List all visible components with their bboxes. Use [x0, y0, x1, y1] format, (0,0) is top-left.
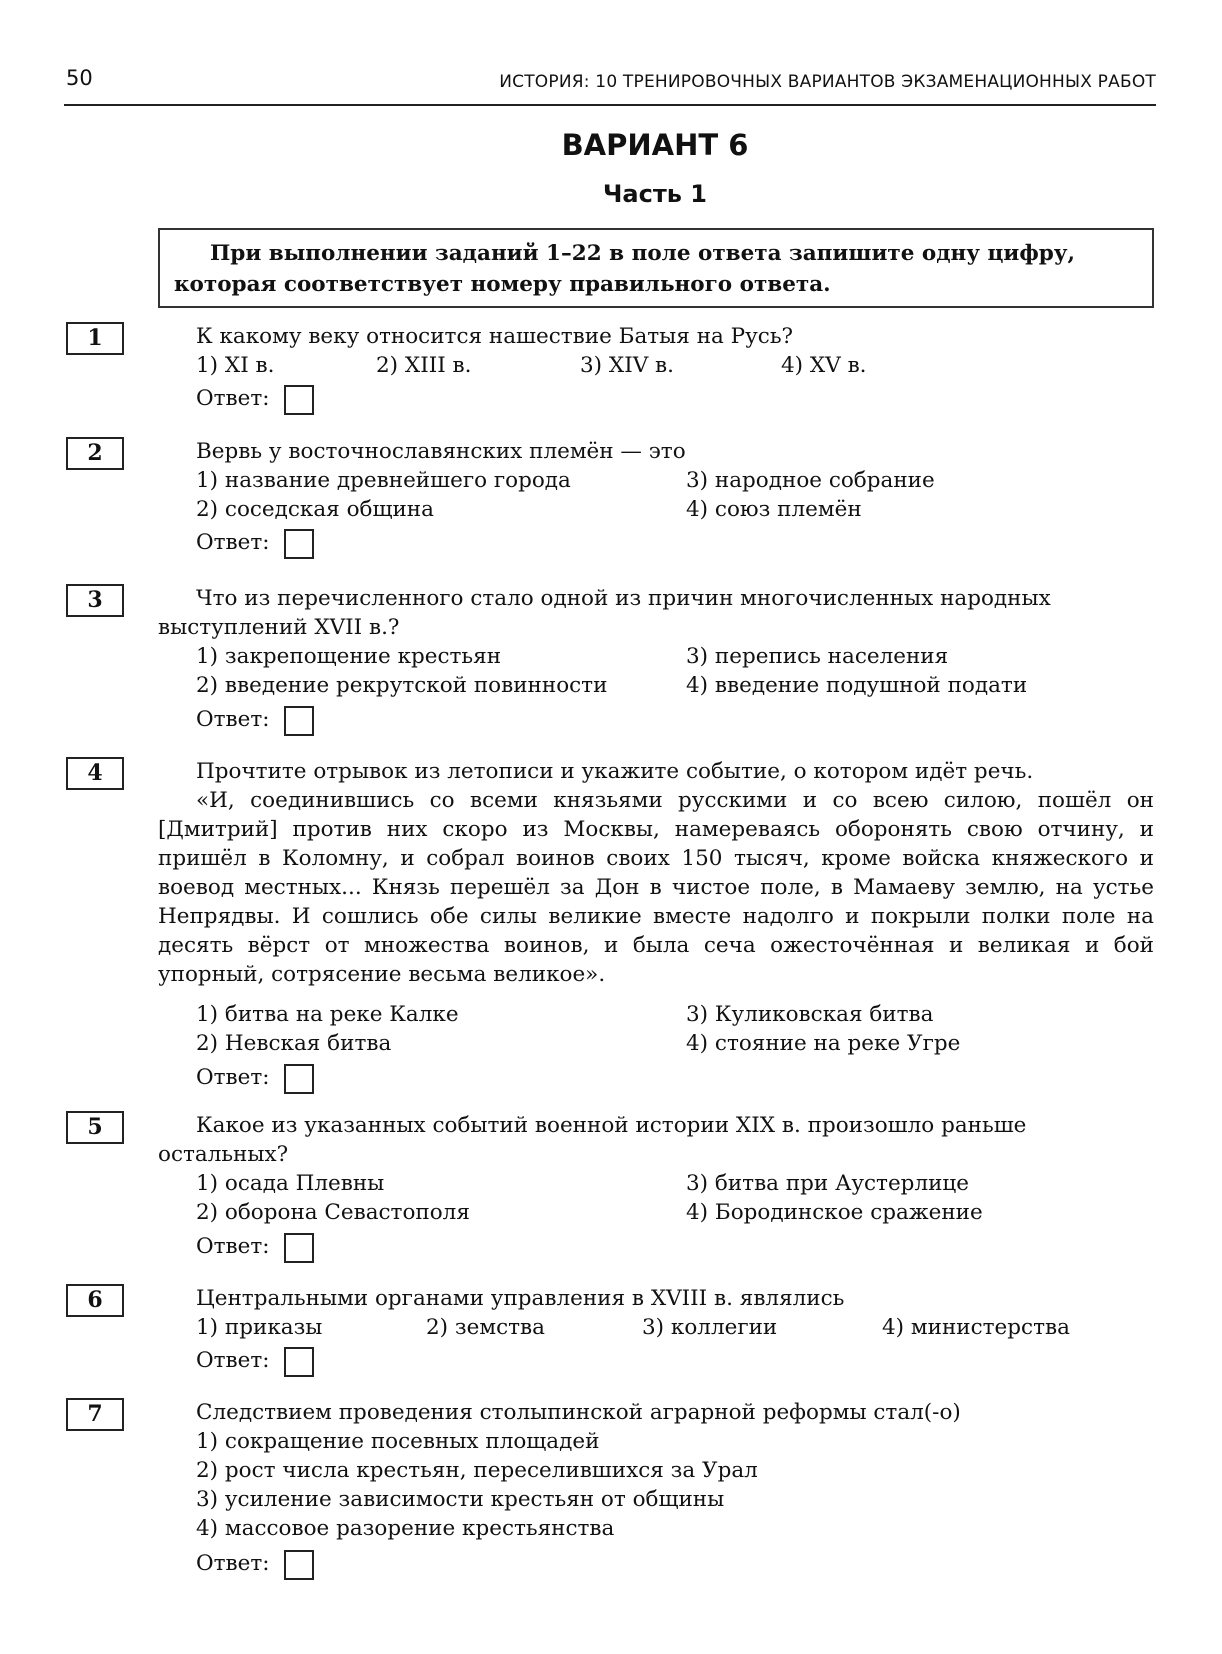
option: 3) Куликовская битва: [686, 1002, 934, 1027]
option: 1) приказы: [196, 1315, 323, 1340]
task-question: К какому веку относится нашествие Батыя на Русь?: [196, 324, 794, 349]
option: 1) сокращение посевных площадей: [196, 1429, 600, 1454]
task-number-box: 3: [66, 584, 124, 617]
answer-field[interactable]: [284, 1233, 314, 1263]
answer-label: Ответ:: [196, 530, 270, 555]
chronicle-quote: «И, соединившись со всеми князьями русскими и со всею силою, пошёл он [Дмитрий] против них скоро из Москвы, намереваясь оборонять свою отчину, и пришёл в Коломну, и собрал воинов своих 150 тысяч, кроме войска княжеского и воевод местных... Князь перешёл за Дон в чистое поле, в Мамаеву землю, на устье Непрядвы. И сошлись обе силы великие вместе надолго и покрыли полки поле на десять вёрст от множества воинов, и была сеча ожесточённая и великая и бой упорный, сотрясение весьма великое».: [158, 788, 1154, 987]
running-header: [64, 64, 1156, 106]
option: 4) союз племён: [686, 497, 862, 522]
option: 4) министерства: [882, 1315, 1070, 1340]
task-question: Какое из указанных событий военной истории XIX в. произошло раньше: [196, 1113, 1027, 1138]
answer-row: [196, 705, 270, 734]
task-question: выступлений XVII в.?: [158, 615, 400, 640]
answer-row: [196, 1549, 270, 1578]
task-number-box: 1: [66, 322, 124, 355]
option: 3) XIV в.: [580, 353, 674, 378]
answer-field[interactable]: [284, 1064, 314, 1094]
answer-row: [196, 1346, 270, 1375]
option: 3) народное собрание: [686, 468, 935, 493]
task-number-box: 6: [66, 1284, 124, 1317]
option: 4) XV в.: [781, 353, 867, 378]
option: 1) XI в.: [196, 353, 275, 378]
task-number-box: 4: [66, 757, 124, 790]
answer-row: [196, 528, 270, 557]
instruction-box: [158, 228, 1154, 308]
option: 3) усиление зависимости крестьян от общины: [196, 1487, 725, 1512]
answer-label: Ответ:: [196, 707, 270, 732]
answer-row: [196, 1232, 270, 1261]
answer-field[interactable]: [284, 385, 314, 415]
instruction-line: которая соответствует номеру правильного ответа.: [174, 272, 831, 297]
answer-label: Ответ:: [196, 386, 270, 411]
task-question: Вервь у восточнославянских племён — это: [196, 439, 686, 464]
task-number-box: 2: [66, 437, 124, 470]
option: 4) стояние на реке Угре: [686, 1031, 961, 1056]
option: 4) Бородинское сражение: [686, 1200, 983, 1225]
page-number: 50: [66, 66, 93, 90]
option: 3) перепись населения: [686, 644, 949, 669]
answer-label: Ответ:: [196, 1551, 270, 1576]
option: 2) Невская битва: [196, 1031, 392, 1056]
option: 1) осада Плевны: [196, 1171, 385, 1196]
option: 4) массовое разорение крестьянства: [196, 1516, 615, 1541]
task-question: Центральными органами управления в XVIII в. являлись: [196, 1286, 845, 1311]
option: 2) введение рекрутской повинности: [196, 673, 608, 698]
option: 1) название древнейшего города: [196, 468, 571, 493]
task-question: остальных?: [158, 1142, 289, 1167]
option: 3) коллегии: [642, 1315, 778, 1340]
part-title: Часть 1: [603, 180, 707, 208]
answer-field[interactable]: [284, 1550, 314, 1580]
option: 3) битва при Аустерлице: [686, 1171, 969, 1196]
option: 2) соседская община: [196, 497, 434, 522]
answer-row: [196, 384, 270, 413]
book-title: ИСТОРИЯ: 10 ТРЕНИРОВОЧНЫХ ВАРИАНТОВ ЭКЗАМЕНАЦИОННЫХ РАБОТ: [499, 72, 1156, 92]
option: 2) земства: [426, 1315, 545, 1340]
answer-field[interactable]: [284, 1347, 314, 1377]
task-question: Следствием проведения столыпинской аграрной реформы стал(-о): [196, 1400, 961, 1425]
task-question: Что из перечисленного стало одной из причин многочисленных народных: [196, 586, 1051, 611]
task-number-box: 5: [66, 1111, 124, 1144]
option: 4) введение подушной подати: [686, 673, 1028, 698]
answer-field[interactable]: [284, 529, 314, 559]
option: 2) оборона Севастополя: [196, 1200, 470, 1225]
variant-title: ВАРИАНТ 6: [561, 128, 749, 162]
answer-field[interactable]: [284, 706, 314, 736]
option: 2) XIII в.: [376, 353, 472, 378]
answer-row: [196, 1063, 270, 1092]
option: 2) рост числа крестьян, переселившихся за Урал: [196, 1458, 758, 1483]
instruction-line: При выполнении заданий 1–22 в поле ответа запишите одну цифру,: [210, 241, 1076, 266]
task-number-box: 7: [66, 1398, 124, 1431]
answer-label: Ответ:: [196, 1065, 270, 1090]
answer-label: Ответ:: [196, 1234, 270, 1259]
task-question: Прочтите отрывок из летописи и укажите событие, о котором идёт речь.: [196, 759, 1034, 784]
option: 1) закрепощение крестьян: [196, 644, 502, 669]
option: 1) битва на реке Калке: [196, 1002, 459, 1027]
answer-label: Ответ:: [196, 1348, 270, 1373]
